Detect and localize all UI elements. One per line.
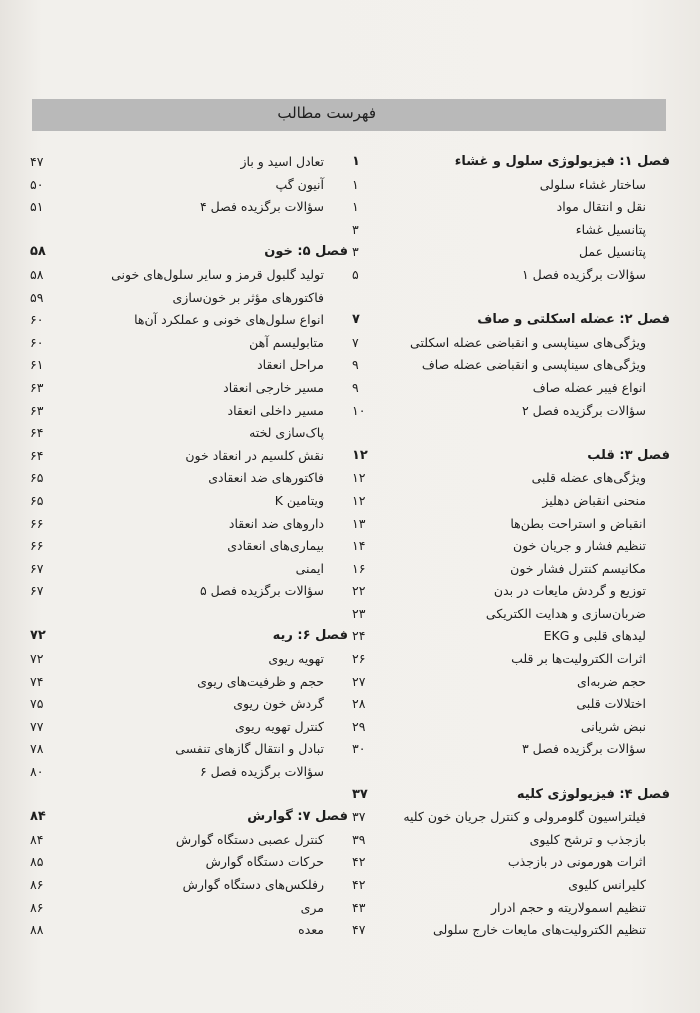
page-number: ۶۱ (30, 357, 44, 373)
topic-title: نقل و انتقال مواد (556, 199, 646, 215)
toc-spacer (352, 422, 670, 445)
chapter-title: فصل ۱: فیزیولوژی سلول و غشاء (454, 154, 670, 169)
toc-topic-row[interactable] (30, 897, 348, 920)
topic-title: داروهای ضد انعقاد (228, 515, 324, 531)
page-number: ۲۸ (352, 696, 366, 712)
toc-topic-row[interactable] (352, 332, 670, 355)
toc-chapter-row[interactable] (352, 445, 670, 468)
page-number: ۴۲ (352, 854, 366, 870)
topic-title: نبض شریانی (580, 718, 646, 734)
toc-spacer (30, 219, 348, 242)
topic-title: پاک‌سازی لخته (249, 425, 324, 441)
topic-title: ضربان‌سازی و هدایت الکتریکی (485, 605, 646, 621)
toc-topic-row[interactable] (30, 580, 348, 603)
toc-topic-row[interactable] (352, 580, 670, 603)
toc-chapter-row[interactable] (30, 625, 348, 648)
topic-title: تهویه ریوی (268, 651, 324, 667)
toc-topic-row[interactable] (352, 264, 670, 287)
toc-chapter-row[interactable] (352, 784, 670, 807)
topic-title: گردش خون ریوی (233, 696, 324, 712)
toc-topic-row[interactable] (352, 693, 670, 716)
toc-chapter-row[interactable] (352, 151, 670, 174)
topic-title: فاکتورهای مؤثر بر خون‌سازی (172, 289, 324, 305)
topic-title: ویژگی‌های سیناپسی و انقباضی عضله صاف (421, 357, 646, 373)
topic-title: نقش کلسیم در انعقاد خون (185, 447, 324, 463)
topic-title: مسیر خارجی انعقاد (223, 379, 324, 395)
topic-title: انواع فیبر عضله صاف (532, 379, 646, 395)
toc-topic-row[interactable] (352, 625, 670, 648)
toc-spacer (30, 603, 348, 626)
toc-topic-row[interactable] (30, 761, 348, 784)
page-number: ۴۲ (352, 877, 366, 892)
toc-topic-row[interactable] (30, 287, 348, 310)
toc-topic-row[interactable] (30, 716, 348, 739)
page-number: ۵ (352, 266, 359, 282)
page-number: ۸۴ (30, 831, 44, 847)
topic-title: معده (298, 922, 324, 938)
topic-title: انواع سلول‌های خونی و عملکرد آن‌ها (134, 312, 324, 328)
page-number: ۱۳ (352, 515, 366, 531)
toc-topic-row[interactable] (30, 151, 348, 174)
page-number: ۱۶ (352, 560, 366, 576)
toc-topic-row[interactable] (30, 309, 348, 332)
topic-title: انقباض و استراحت بطن‌ها (510, 515, 646, 531)
toc-topic-row[interactable] (352, 467, 670, 490)
page-number: ۲۹ (352, 718, 366, 734)
page-number: ۴۷ (30, 154, 44, 169)
toc-topic-row[interactable] (352, 174, 670, 197)
page-number: ۳ (352, 221, 359, 237)
topic-title: اثرات الکترولیت‌ها بر قلب (511, 651, 646, 667)
topic-title: فیلتراسیون گلومرولی و کنترل جریان خون کلیه (403, 809, 646, 825)
toc-topic-row[interactable] (352, 354, 670, 377)
page-number: ۹ (352, 357, 359, 373)
topic-title: مری (300, 899, 324, 915)
page-number: ۷۴ (30, 673, 44, 689)
page-number: ۶۵ (30, 492, 44, 508)
toc-topic-row[interactable] (30, 874, 348, 897)
page-number: ۴۷ (352, 922, 366, 938)
toc-topic-row[interactable] (30, 490, 348, 513)
topic-title: متابولیسم آهن (249, 334, 324, 350)
topic-title: کنترل عصبی دستگاه گوارش (175, 831, 324, 847)
chapter-title: فصل ۶: ریه (272, 628, 348, 644)
page-number: ۶۶ (30, 538, 44, 554)
topic-title: رفلکس‌های دستگاه گوارش (182, 877, 324, 892)
page-number: ۵۸ (30, 244, 46, 260)
page-number: ۶۰ (30, 312, 44, 328)
toc-topic-row[interactable] (352, 738, 670, 761)
page-number: ۷۲ (30, 628, 46, 644)
toc-topic-row[interactable] (30, 535, 348, 558)
toc-topic-row[interactable] (30, 400, 348, 423)
toc-topic-row[interactable] (30, 558, 348, 581)
toc-topic-row[interactable] (352, 490, 670, 513)
topic-title: پتانسیل غشاء (575, 221, 646, 237)
toc-spacer (352, 761, 670, 784)
page-number: ۸۰ (30, 764, 44, 780)
page-number: ۶۴ (30, 425, 44, 441)
toc-topic-row[interactable] (30, 671, 348, 694)
toc-topic-row[interactable] (352, 851, 670, 874)
topic-title: تبادل و انتقال گازهای تنفسی (175, 741, 324, 757)
page-number: ۶۰ (30, 334, 44, 350)
page-number: ۱ (352, 199, 359, 215)
topic-title: کلیرانس کلیوی (568, 877, 646, 892)
page-number: ۳۹ (352, 831, 366, 847)
topic-title: تنظیم اسمولاریته و حجم ادرار (491, 899, 646, 915)
topic-title: تنظیم فشار و جریان خون (513, 538, 646, 554)
page-number: ۳۷ (352, 809, 366, 825)
topic-title: ساختار غشاء سلولی (539, 176, 646, 192)
toc-topic-row[interactable] (352, 897, 670, 920)
topic-title: فاکتورهای ضد انعقادی (208, 470, 324, 486)
toc-topic-row[interactable] (352, 806, 670, 829)
toc-topic-row[interactable] (30, 332, 348, 355)
page-number: ۵۹ (30, 289, 44, 305)
topic-title: آنیون گپ (275, 176, 324, 192)
page-number: ۱ (352, 154, 360, 169)
page-number: ۷۵ (30, 696, 44, 712)
toc-topic-row[interactable] (30, 738, 348, 761)
toc-topic-row[interactable] (352, 219, 670, 242)
topic-title: سؤالات برگزیده فصل ۴ (199, 199, 324, 215)
page-number: ۶۷ (30, 583, 44, 599)
topic-title: حجم ضربه‌ای (576, 673, 646, 689)
page-number: ۴۳ (352, 899, 366, 915)
toc-topic-row[interactable] (30, 354, 348, 377)
toc-topic-row[interactable] (352, 648, 670, 671)
chapter-title: فصل ۵: خون (264, 244, 348, 260)
topic-title: سؤالات برگزیده فصل ۲ (521, 402, 646, 418)
topic-title: منحنی انقباض دهلیز (542, 492, 646, 508)
topic-title: ویژگی‌های سیناپسی و انقباضی عضله اسکلتی (410, 334, 646, 350)
topic-title: اثرات هورمونی در بازجذب (507, 854, 646, 870)
toc-topic-row[interactable] (30, 467, 348, 490)
toc-spacer (30, 784, 348, 807)
page-number: ۲۳ (352, 605, 366, 621)
page-number: ۶۵ (30, 470, 44, 486)
topic-title: تعادل اسید و باز (240, 154, 324, 169)
topic-title: حجم و ظرفیت‌های ریوی (197, 673, 324, 689)
toc-topic-row[interactable] (352, 377, 670, 400)
page-number: ۵۰ (30, 176, 44, 192)
toc-topic-row[interactable] (352, 829, 670, 852)
topic-title: پتانسیل عمل (578, 244, 646, 260)
page-number: ۷ (352, 312, 360, 328)
page-number: ۱۲ (352, 447, 368, 463)
toc-chapter-row[interactable] (352, 309, 670, 332)
toc-header-bar (32, 99, 666, 131)
toc-topic-row[interactable] (352, 535, 670, 558)
topic-title: لیدهای قلبی و EKG (543, 628, 646, 644)
page-number: ۷ (352, 334, 359, 350)
toc-topic-row[interactable] (352, 196, 670, 219)
topic-title: تولید گلبول قرمز و سایر سلول‌های خونی (111, 266, 324, 282)
page-number: ۶۷ (30, 560, 44, 576)
page-number: ۵۱ (30, 199, 44, 215)
toc-topic-row[interactable] (352, 558, 670, 581)
page-number: ۱۴ (352, 538, 366, 554)
page-number: ۱۲ (352, 470, 366, 486)
page-number: ۲۲ (352, 583, 366, 599)
toc-topic-row[interactable] (30, 919, 348, 942)
toc-topic-row[interactable] (30, 174, 348, 197)
toc-topic-row[interactable] (352, 603, 670, 626)
chapter-title: فصل ۴: فیزیولوژی کلیه (516, 786, 670, 802)
toc-topic-row[interactable] (30, 693, 348, 716)
toc-topic-row[interactable] (30, 422, 348, 445)
toc-chapter-row[interactable] (30, 806, 348, 829)
page-number: ۸۶ (30, 899, 44, 915)
topic-title: حرکات دستگاه گوارش (205, 854, 324, 870)
page-number: ۷۸ (30, 741, 44, 757)
toc-topic-row[interactable] (352, 400, 670, 423)
toc-topic-row[interactable] (30, 513, 348, 536)
topic-title: مراحل انعقاد (257, 357, 324, 373)
toc-topic-row[interactable] (30, 196, 348, 219)
page-number: ۶۳ (30, 379, 44, 395)
page-number: ۲۷ (352, 673, 366, 689)
page-number: ۲۶ (352, 651, 366, 667)
topic-title: ویژگی‌های عضله قلبی (531, 470, 646, 486)
page-number: ۷۲ (30, 651, 44, 667)
page-number: ۳ (352, 244, 359, 260)
page-number: ۳۰ (352, 741, 366, 757)
topic-title: بازجذب و ترشح کلیوی (529, 831, 646, 847)
page-number: ۶۶ (30, 515, 44, 531)
toc-topic-row[interactable] (352, 513, 670, 536)
toc-column-left (30, 151, 348, 942)
toc-topic-row[interactable] (352, 241, 670, 264)
toc-topic-row[interactable] (30, 829, 348, 852)
topic-title: توزیع و گردش مایعات در بدن (493, 583, 646, 599)
topic-title: سؤالات برگزیده فصل ۱ (521, 266, 646, 282)
toc-topic-row[interactable] (30, 377, 348, 400)
topic-title: اختلالات قلبی (576, 696, 646, 712)
chapter-title: فصل ۳: قلب (587, 447, 670, 463)
page-number: ۸۵ (30, 854, 44, 870)
toc-topic-row[interactable] (30, 264, 348, 287)
toc-chapter-row[interactable] (30, 241, 348, 264)
page-number: ۲۴ (352, 628, 366, 644)
page-number: ۸۸ (30, 922, 44, 938)
topic-title: ویتامین K (274, 492, 324, 508)
topic-title: کنترل تهویه ریوی (234, 718, 324, 734)
toc-topic-row[interactable] (30, 648, 348, 671)
topic-title: سؤالات برگزیده فصل ۶ (199, 764, 324, 780)
chapter-title: فصل ۲: عضله اسکلتی و صاف (477, 312, 670, 328)
page-number: ۶۴ (30, 447, 44, 463)
topic-title: تنظیم الکترولیت‌های مایعات خارج سلولی (433, 922, 646, 938)
topic-title: بیماری‌های انعقادی (227, 538, 324, 554)
toc-column-right (352, 151, 670, 942)
toc-topic-row[interactable] (352, 671, 670, 694)
topic-title: سؤالات برگزیده فصل ۵ (199, 583, 324, 599)
toc-topic-row[interactable] (30, 445, 348, 468)
toc-topic-row[interactable] (352, 874, 670, 897)
topic-title: مسیر داخلی انعقاد (227, 402, 324, 418)
toc-topic-row[interactable] (30, 851, 348, 874)
toc-topic-row[interactable] (352, 919, 670, 942)
page-number: ۵۸ (30, 266, 44, 282)
page-number: ۱ (352, 176, 359, 192)
toc-spacer (352, 287, 670, 310)
page-number: ۸۴ (30, 809, 46, 825)
page-number: ۱۰ (352, 402, 366, 418)
topic-title: مکانیسم کنترل فشار خون (510, 560, 646, 576)
page-number: ۳۷ (352, 786, 368, 802)
page-number: ۷۷ (30, 718, 44, 734)
topic-title: ایمنی (295, 560, 324, 576)
page-number: ۱۲ (352, 492, 366, 508)
page-number: ۸۶ (30, 877, 44, 892)
page-number: ۹ (352, 379, 359, 395)
toc-title: فهرست مطالب (277, 104, 376, 122)
topic-title: سؤالات برگزیده فصل ۳ (521, 741, 646, 757)
toc-topic-row[interactable] (352, 716, 670, 739)
chapter-title: فصل ۷: گوارش (247, 809, 348, 825)
page-number: ۶۳ (30, 402, 44, 418)
